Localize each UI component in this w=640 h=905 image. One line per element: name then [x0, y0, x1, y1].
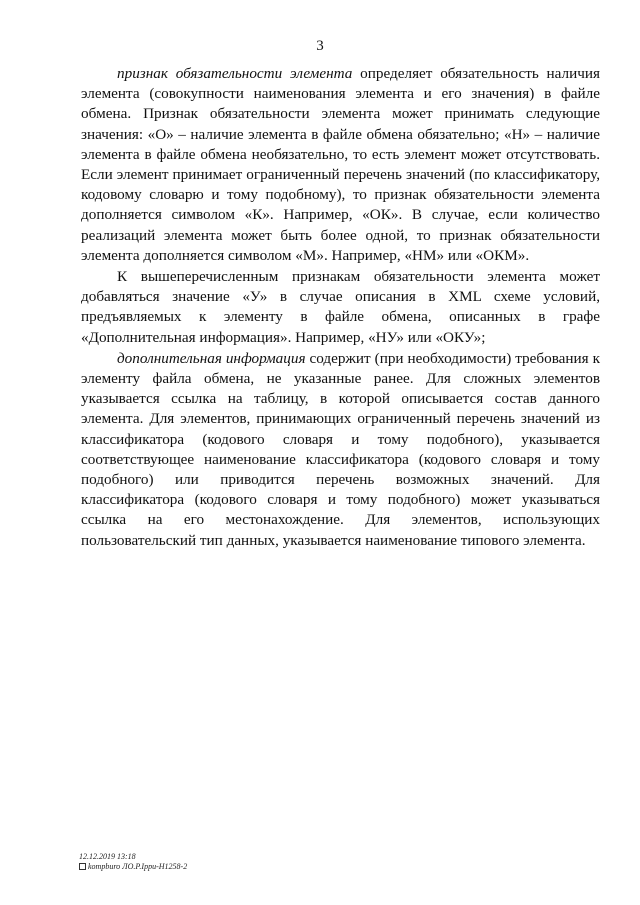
footer-doc-id-line — [79, 862, 187, 872]
paragraph-condition-flag — [81, 267, 600, 348]
document-body — [81, 64, 600, 551]
paragraph-text: содержит (при необходимости) требования к элементу файла обмена, не указанные ранее. Для сложных элементов указывается ссылка на таблицу, в которой описывается состав данного элемента. Для элементов, принимающих ограниченный перечень значений из классификатора (кодового словаря и тому подобного), указывается соответствующее наименование классификатора (кодового словаря и тому подобного) или приводится перечень возможных значений. Для классификатора (кодового словаря и тому подобного) может указываться ссылка на его местонахождение. Для элементов, использующих пользовательский тип данных, указывается наименование типового элемента. — [81, 349, 600, 549]
paragraph-text: К вышеперечисленным признакам обязательности элемента может добавляться значение «У» в случае описания в XML схеме условий, предъявляемых к элементу в файле обмена, описанных в графе «Дополнительная информация». Например, «НУ» или «ОКУ»; — [81, 268, 600, 346]
page-number: 3 — [316, 38, 324, 54]
paragraph-text: определяет обязательность наличия элемента (совокупности наименования элемента и его значения) в файле обмена. Признак обязательности элемента может принимать следующие значения: «О» – наличие элемента в файле обмена обязательно; «Н» – наличие элемента в файле обмена необязательно, то есть элемент может отсутствовать. Если элемент принимает ограниченный перечень значений (по классификатору, кодовому словарю и тому подобному), то признак обязательности элемента дополняется символом «К». Например, «ОК». В случае, если количество реализаций элемента может быть более одной, то признак обязательности элемента дополняется символом «М». Например, «НМ» или «ОКМ». — [81, 65, 600, 264]
term-additional-info: дополнительная информация — [117, 349, 306, 367]
document-footer — [79, 852, 187, 872]
term-mandatory-flag: признак обязательности элемента — [117, 65, 353, 82]
checkbox-mark-icon — [79, 863, 86, 870]
paragraph-mandatory-flag — [81, 64, 600, 266]
footer-doc-id: kompburo ЛО.Р.Ірри-Н1258-2 — [88, 862, 188, 871]
footer-timestamp: 12.12.2019 13:18 — [79, 852, 136, 861]
paragraph-additional-info — [81, 349, 600, 551]
